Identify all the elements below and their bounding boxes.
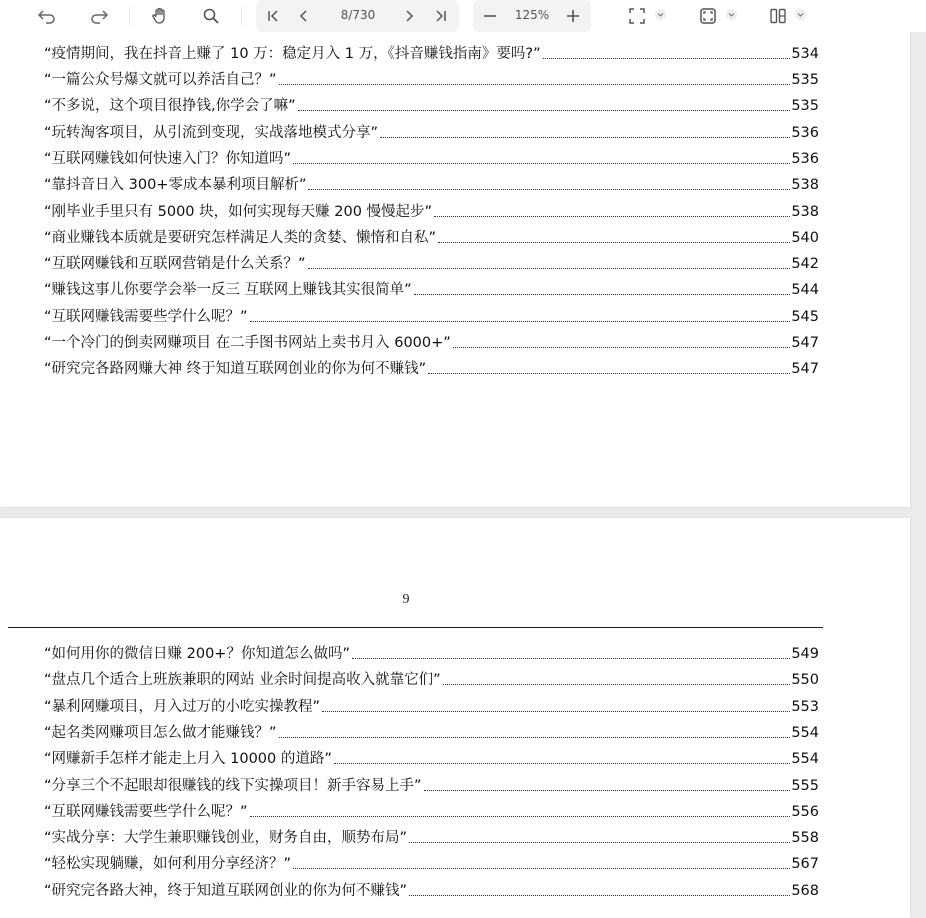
first-page-icon[interactable] <box>261 4 285 28</box>
toc-entry-title: “盘点几个适合上班族兼职的网站 业余时间提高收入就靠它们” <box>44 672 441 688</box>
toc-entry[interactable] <box>44 720 819 742</box>
toc-entry[interactable] <box>44 277 819 299</box>
toc-leader-dots <box>250 321 791 322</box>
toc-leader-dots <box>453 347 791 348</box>
toc-entry-page: 545 <box>791 309 819 325</box>
fullscreen-icon[interactable] <box>625 4 649 28</box>
redo-icon[interactable] <box>87 4 111 28</box>
toc-leader-dots <box>298 110 791 111</box>
toc-leader-dots <box>543 58 791 59</box>
toc-entry[interactable] <box>44 851 819 873</box>
toc-leader-dots <box>380 137 790 138</box>
toc-entry[interactable] <box>44 146 819 168</box>
toc-leader-dots <box>409 895 790 896</box>
toc-leader-dots <box>352 658 790 659</box>
toc-entry-title: “互联网赚钱和互联网营销是什么关系？” <box>44 256 306 272</box>
toc-entry-page: 567 <box>791 856 819 872</box>
undo-icon[interactable] <box>35 4 59 28</box>
toc-entry-title: “一篇公众号爆文就可以养活自己？” <box>44 72 277 88</box>
pdf-page-9 <box>0 518 910 918</box>
toc-entry-page: 554 <box>791 751 819 767</box>
toc-leader-dots <box>293 163 790 164</box>
toc-entry[interactable] <box>44 878 819 900</box>
toc-entry-page: 536 <box>791 151 819 167</box>
toc-entry-title: “刚毕业手里只有 5000 块，如何实现每天赚 200 慢慢起步” <box>44 204 433 220</box>
toc-entry-title: “互联网赚钱需要些学什么呢？” <box>44 804 248 820</box>
toc-entry-title: “不多说，这个项目很挣钱,你学会了嘛” <box>44 98 296 114</box>
toc-entry-page: 534 <box>791 46 819 62</box>
next-page-icon[interactable] <box>397 4 421 28</box>
toc-entry-title: “疫情期间，我在抖音上赚了 10 万：稳定月入 1 万，《抖音赚钱指南》要吗?” <box>44 46 541 62</box>
toc-entry[interactable] <box>44 41 819 63</box>
toc-entry-title: “靠抖音日入 300+零成本暴利项目解析” <box>44 177 307 193</box>
toc-leader-dots <box>322 711 790 712</box>
toc-entry-page: 547 <box>791 335 819 351</box>
toc-entry-page: 547 <box>791 361 819 377</box>
toc-entry[interactable] <box>44 225 819 247</box>
toc-entry-page: 549 <box>791 646 819 662</box>
toc-entry-page: 535 <box>791 98 819 114</box>
zoom-in-icon[interactable] <box>561 4 585 28</box>
toc-entry-title: “网赚新手怎样才能走上月入 10000 的道路” <box>44 751 332 767</box>
page-header-number: 9 <box>402 592 410 607</box>
toc-entry-title: “商业赚钱本质就是要研究怎样满足人类的贪婪、懒惰和自私” <box>44 230 437 246</box>
toc-leader-dots <box>428 373 790 374</box>
toc-entry-page: 554 <box>791 725 819 741</box>
toc-entry[interactable] <box>44 641 819 663</box>
page-indicator[interactable]: 8/730 <box>340 8 376 22</box>
toc-entry[interactable] <box>44 667 819 689</box>
toc-entry[interactable] <box>44 251 819 273</box>
toc-entry-page: 540 <box>791 230 819 246</box>
toc-entry-title: “暴利网赚项目，月入过万的小吃实操教程” <box>44 699 321 715</box>
zoom-out-icon[interactable] <box>478 4 502 28</box>
toc-entry[interactable] <box>44 825 819 847</box>
toc-leader-dots <box>438 242 790 243</box>
toc-entry-page: 568 <box>791 883 819 899</box>
toc-leader-dots <box>434 216 790 217</box>
fullscreen-dropdown-chevron-icon[interactable] <box>655 9 666 20</box>
toc-entry[interactable] <box>44 304 819 326</box>
toc-leader-dots <box>334 763 790 764</box>
toc-entry-title: “如何用你的微信日赚 200+？你知道怎么做吗” <box>44 646 350 662</box>
toc-entry[interactable] <box>44 746 819 768</box>
toc-leader-dots <box>409 842 790 843</box>
toc-leader-dots <box>279 737 791 738</box>
toc-entry[interactable] <box>44 199 819 221</box>
toc-entry-title: “轻松实现躺赚，如何利用分享经济？” <box>44 856 292 872</box>
toc-entry[interactable] <box>44 694 819 716</box>
pdf-toolbar <box>0 0 926 32</box>
toc-entry-title: “互联网赚钱如何快速入门？你知道吗” <box>44 151 292 167</box>
toc-entry-title: “起名类网赚项目怎么做才能赚钱？” <box>44 725 277 741</box>
toc-leader-dots <box>308 189 790 190</box>
toc-entry[interactable] <box>44 356 819 378</box>
toc-entry-title: “实战分享：大学生兼职赚钱创业，财务自由，顺势布局” <box>44 830 408 846</box>
toc-entry-page: 538 <box>791 204 819 220</box>
toc-entry-page: 550 <box>791 672 819 688</box>
toc-entry[interactable] <box>44 93 819 115</box>
toc-leader-dots <box>308 268 791 269</box>
toc-entry-page: 535 <box>791 72 819 88</box>
toc-leader-dots <box>424 790 791 791</box>
header-rule-divider <box>8 627 823 628</box>
toc-entry-page: 536 <box>791 125 819 141</box>
hand-icon[interactable] <box>148 4 172 28</box>
search-icon[interactable] <box>199 4 223 28</box>
last-page-icon[interactable] <box>429 4 453 28</box>
toc-entry[interactable] <box>44 67 819 89</box>
toc-entry-title: “研究完各路网赚大神 终于知道互联网创业的你为何不赚钱” <box>44 361 427 377</box>
toc-entry[interactable] <box>44 773 819 795</box>
toc-entry-title: “赚钱这事儿你要学会举一反三 互联网上赚钱其实很简单” <box>44 282 412 298</box>
toc-entry[interactable] <box>44 172 819 194</box>
fit-page-icon[interactable] <box>696 4 720 28</box>
toc-entry-title: “互联网赚钱需要些学什么呢？” <box>44 309 248 325</box>
toc-leader-dots <box>414 294 791 295</box>
zoom-level[interactable]: 125% <box>514 8 550 22</box>
toc-entry[interactable] <box>44 120 819 142</box>
toc-entry-title: “研究完各路大神，终于知道互联网创业的你为何不赚钱” <box>44 883 408 899</box>
toc-entry-page: 555 <box>791 778 819 794</box>
toc-leader-dots <box>279 84 791 85</box>
toc-leader-dots <box>443 684 791 685</box>
toc-leader-dots <box>293 868 790 869</box>
toc-entry[interactable] <box>44 799 819 821</box>
toc-leader-dots <box>250 816 791 817</box>
toc-entry-page: 544 <box>791 282 819 298</box>
two-page-view-icon[interactable] <box>766 4 790 28</box>
toc-entry-title: “玩转淘客项目，从引流到变现，实战落地模式分享” <box>44 125 379 141</box>
prev-page-icon[interactable] <box>292 4 316 28</box>
toc-entry-page: 558 <box>791 830 819 846</box>
toc-entry-title: “分享三个不起眼却很赚钱的线下实操项目！新手容易上手” <box>44 778 422 794</box>
toc-entry-title: “一个冷门的倒卖网赚项目 在二手图书网站上卖书月入 6000+” <box>44 335 451 351</box>
toc-entry[interactable] <box>44 330 819 352</box>
toc-entry-page: 556 <box>791 804 819 820</box>
toc-entry-page: 553 <box>791 699 819 715</box>
fit-page-dropdown-chevron-icon[interactable] <box>726 9 737 20</box>
view-mode-dropdown-chevron-icon[interactable] <box>795 9 806 20</box>
toc-entry-page: 542 <box>791 256 819 272</box>
toc-entry-page: 538 <box>791 177 819 193</box>
